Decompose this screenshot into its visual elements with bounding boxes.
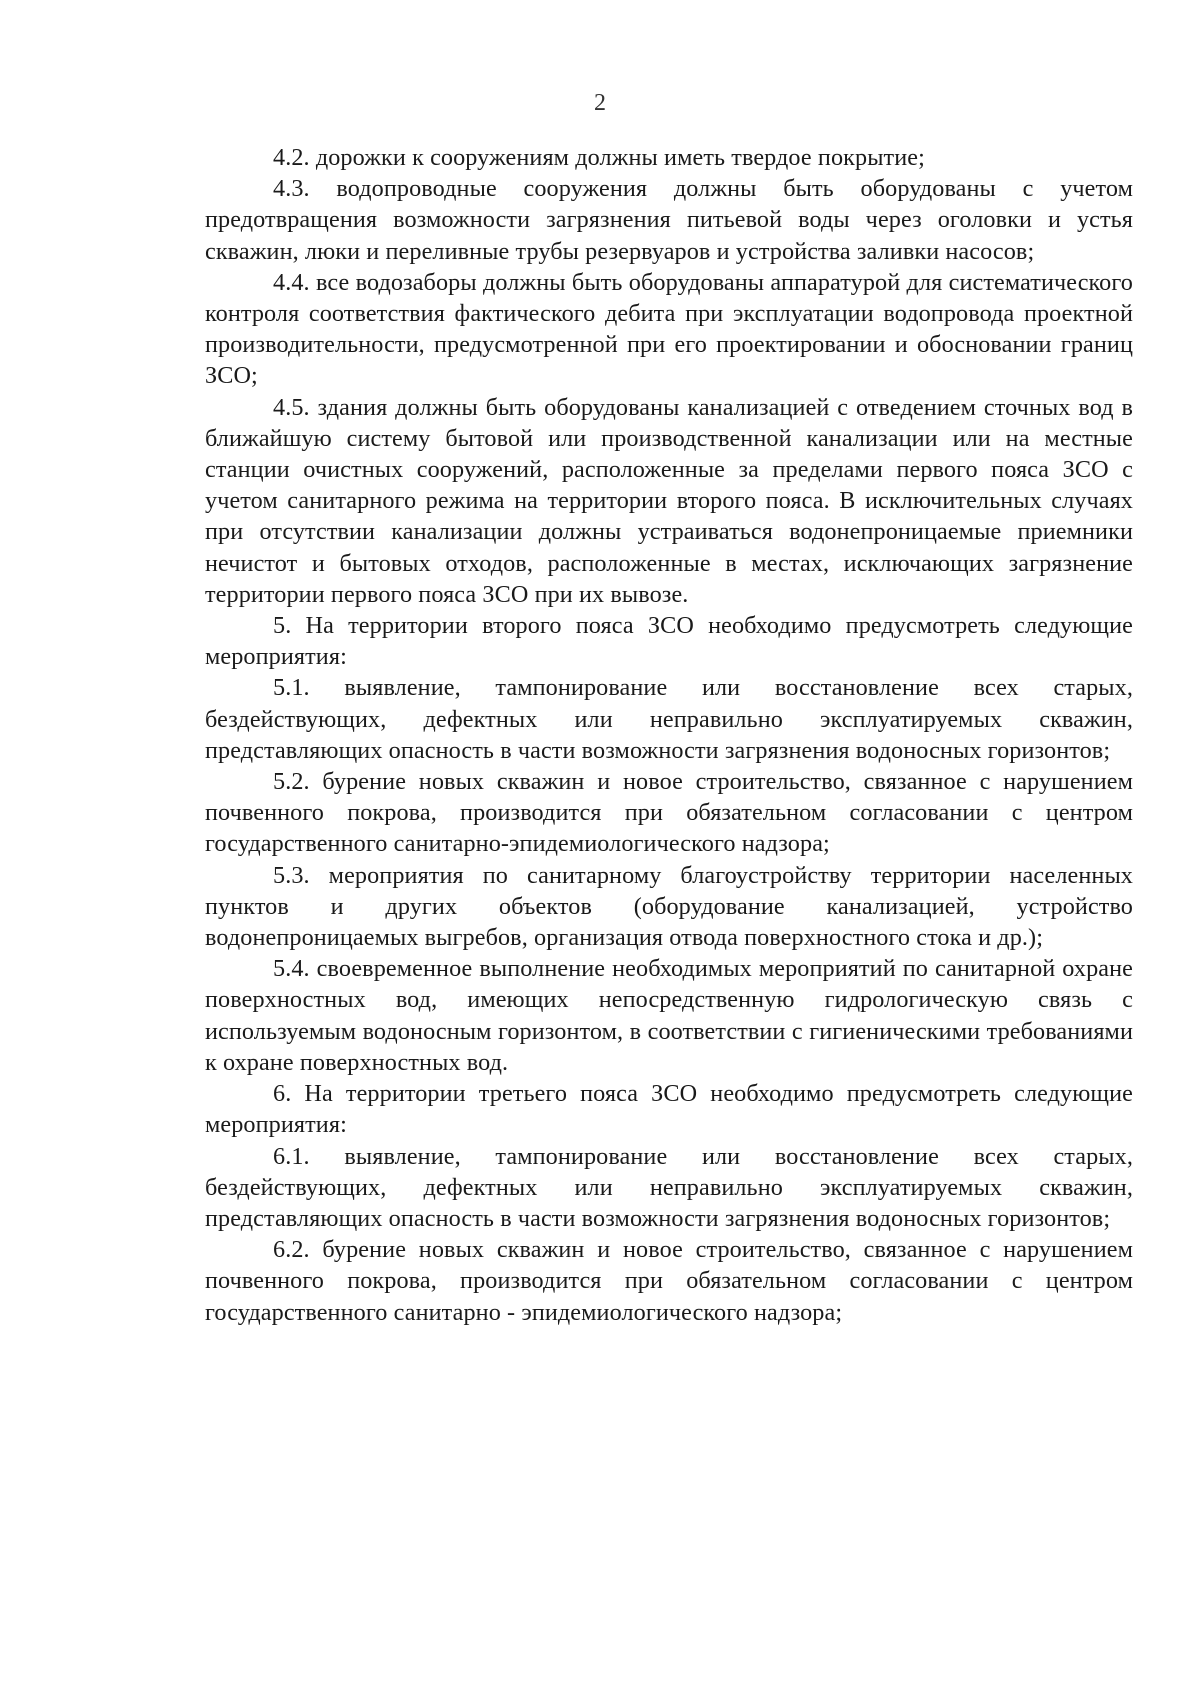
paragraph-6: 6. На территории третьего пояса ЗСО необходимо предусмотреть следующие мероприятия: <box>205 1080 1133 1139</box>
paragraph-5-2: 5.2. бурение новых скважин и новое строительство, связанное с нарушением почвенного покрова, производится при обязательном согласовании с центром государственного санитарно-эпидемиологического надзора; <box>205 768 1133 858</box>
document-body <box>205 142 1133 1328</box>
paragraph-5-3: 5.3. мероприятия по санитарному благоустройству территории населенных пунктов и других объектов (оборудование канализацией, устройство водонепроницаемых выгребов, организация отвода поверхностного стока и др.); <box>205 861 1133 952</box>
paragraph-5-1: 5.1. выявление, тампонирование или восстановление всех старых, бездействующих, дефектных или неправильно эксплуатируемых скважин, представляющих опасность в части возможности загрязнения водоносных горизонтов; <box>205 674 1133 764</box>
paragraph-5-4: 5.4. своевременное выполнение необходимых мероприятий по санитарной охране поверхностных вод, имеющих непосредственную гидрологическую связь с используемым водоносным горизонтом, в соответствии с гигиеническими требованиями к охране поверхностных вод. <box>205 955 1133 1076</box>
paragraph-5: 5. На территории второго пояса ЗСО необходимо предусмотреть следующие мероприятия: <box>205 612 1133 671</box>
paragraph-4-3: 4.3. водопроводные сооружения должны быть оборудованы с учетом предотвращения возможности загрязнения питьевой воды через оголовки и устья скважин, люки и переливные трубы резервуаров и устройства заливки насосов; <box>205 175 1133 265</box>
paragraph-4-4: 4.4. все водозаборы должны быть оборудованы аппаратурой для систематического контроля соответствия фактического дебита при эксплуатации водопровода проектной производительности, предусмотренной при его проектировании и обосновании границ ЗСО; <box>205 268 1133 390</box>
paragraph-4-2: 4.2. дорожки к сооружениям должны иметь твердое покрытие; <box>273 144 925 171</box>
paragraph-4-5: 4.5. здания должны быть оборудованы канализацией с отведением сточных вод в ближайшую систему бытовой или производственной канализации или на местные станции очистных сооружений, расположенные за пределами первого пояса ЗСО с учетом санитарного режима на территории второго пояса. В исключительных случаях при отсутствии канализации должны устраиваться водонепроницаемые приемники нечистот и бытовых отходов, расположенные в местах, исключающих загрязнение территории первого пояса ЗСО при их вывозе. <box>205 393 1133 608</box>
page-number: 2 <box>594 90 606 116</box>
paragraph-6-1: 6.1. выявление, тампонирование или восстановление всех старых, бездействующих, дефектных или неправильно эксплуатируемых скважин, представляющих опасность в части возможности загрязнения водоносных горизонтов; <box>205 1142 1133 1232</box>
paragraph-6-2: 6.2. бурение новых скважин и новое строительство, связанное с нарушением почвенного покрова, производится при обязательном согласовании с центром государственного санитарно - эпидемиологического надзора; <box>205 1236 1133 1326</box>
